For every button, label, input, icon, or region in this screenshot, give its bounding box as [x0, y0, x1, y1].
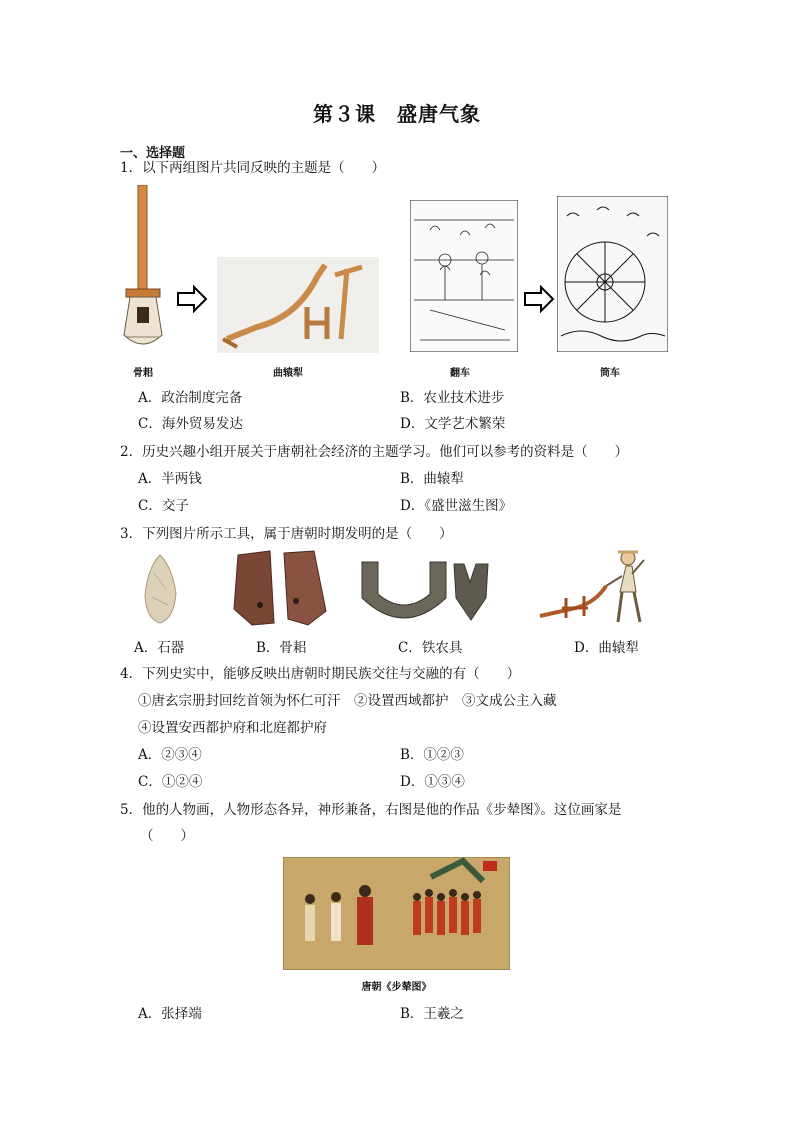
stone-tool-image [142, 553, 180, 625]
q4-option-b[interactable]: B．①②③ [400, 747, 464, 763]
bunian-tu-painting-image [283, 857, 510, 970]
arrow-right-icon [523, 285, 555, 313]
q2-stem: 2．历史兴趣小组开展关于唐朝社会经济的主题学习。他们可以参考的资料是（ ） [120, 444, 629, 460]
curved-plow-image [217, 257, 379, 353]
section-heading: 一、选择题 [120, 146, 186, 161]
caption-curved-plow: 曲辕犁 [273, 368, 303, 379]
q3-option-b[interactable]: B．骨耜 [256, 640, 307, 656]
q5-stem-blank: （ ） [140, 828, 194, 844]
bone-spade-tool-image [230, 549, 330, 627]
q1-option-c[interactable]: C．海外贸易发达 [138, 416, 243, 432]
iron-farm-tools-image [358, 558, 496, 626]
q3-option-c[interactable]: C．铁农具 [398, 640, 463, 656]
q5-stem: 5．他的人物画，人物形态各异，神形兼备，右图是他的作品《步辇图》。这位画家是 [120, 802, 622, 818]
q5-option-a[interactable]: A．张择端 [138, 1006, 202, 1022]
painting-caption: 唐朝《步辇图》 [361, 982, 432, 993]
q2-option-b[interactable]: B．曲辕犁 [400, 471, 464, 487]
q4-item-line-1: ①唐玄宗册封回纥首领为怀仁可汗 ②设置西域都护 ③文成公主入藏 [138, 693, 557, 709]
caption-bone-spade: 骨耜 [133, 368, 153, 379]
page-title: 第３课 盛唐气象 [313, 102, 481, 126]
q3-option-d[interactable]: D．曲辕犁 [574, 640, 639, 656]
curved-plow-farmer-image [536, 546, 658, 628]
q4-item-line-2: ④设置安西都护府和北庭都护府 [138, 720, 327, 736]
q4-option-d[interactable]: D．①③④ [400, 774, 465, 790]
q2-option-a[interactable]: A．半两钱 [138, 471, 202, 487]
q1-option-b[interactable]: B．农业技术进步 [400, 390, 505, 406]
caption-dragon-waterwheel: 翻车 [450, 368, 470, 379]
q4-stem: 4．下列史实中，能够反映出唐朝时期民族交往与交融的有（ ） [120, 666, 521, 682]
q2-option-d[interactable]: D．《盛世滋生图》 [400, 498, 513, 514]
dragon-bone-waterwheel-image [410, 200, 518, 352]
bone-spade-image [118, 185, 168, 355]
q4-option-a[interactable]: A．②③④ [138, 747, 202, 763]
arrow-right-icon [176, 285, 208, 313]
q1-option-a[interactable]: A．政治制度完备 [138, 390, 243, 406]
q3-stem: 3．下列图片所示工具，属于唐朝时期发明的是（ ） [120, 526, 453, 542]
q4-option-c[interactable]: C．①②④ [138, 774, 203, 790]
tube-waterwheel-image [557, 196, 668, 352]
q1-stem: 1．以下两组图片共同反映的主题是（ ） [120, 160, 386, 176]
q1-option-d[interactable]: D．文学艺术繁荣 [400, 416, 506, 432]
caption-tube-waterwheel: 筒车 [600, 368, 620, 379]
q5-option-b[interactable]: B．王羲之 [400, 1006, 464, 1022]
q2-option-c[interactable]: C．交子 [138, 498, 189, 514]
q3-option-a[interactable]: A．石器 [134, 640, 185, 656]
